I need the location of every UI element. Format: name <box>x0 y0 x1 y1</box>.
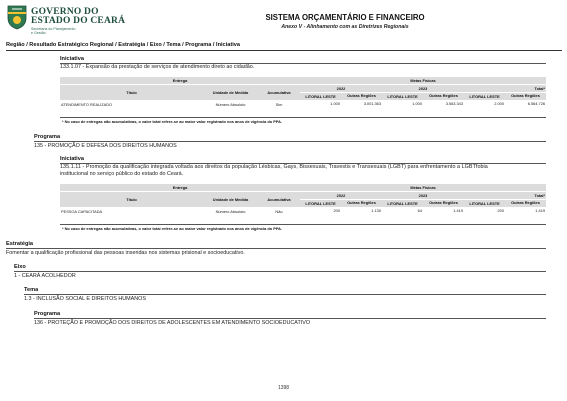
titulo-header: Título <box>60 85 203 101</box>
table1-bottom-rule <box>60 117 546 118</box>
entrega-header: Entrega <box>60 77 300 85</box>
programa-divider-3 <box>34 318 546 319</box>
metas-fisicas-header: Metas Físicas <box>300 77 546 85</box>
or-total-header: Outras Regiões <box>505 200 546 208</box>
or-total-header: Outras Regiões <box>505 93 546 101</box>
table-row <box>60 207 546 215</box>
year-2022-header: 2022 <box>300 192 382 200</box>
or-2022-header: Outras Regiões <box>341 93 382 101</box>
acumulativa-header: Acumulativa <box>258 85 300 101</box>
ll-2022-header: LITORAL LESTE <box>300 93 341 101</box>
estrategia-text: Fomentar a qualificação profissional das pessoas inseridas nos sistemas prisional e socioeducativo. <box>6 250 245 256</box>
unidade-header: Unidade de Medida <box>203 192 258 208</box>
page-header <box>0 0 567 40</box>
government-logo <box>6 4 126 38</box>
year-2022-header: 2022 <box>300 85 382 93</box>
ll-2022-header: LITORAL LESTE <box>300 200 341 208</box>
row-acumulativa: Sim <box>275 101 283 107</box>
state-emblem-icon <box>6 4 28 30</box>
row-ll-2022: 1.000 <box>330 101 340 107</box>
row-or-2023: 3.563.343 <box>445 101 463 107</box>
row-ll-2023: 64 <box>417 208 422 214</box>
iniciativa-label-2: Iniciativa <box>60 156 84 162</box>
logo-line2: ESTADO DO CEARÁ <box>31 16 126 26</box>
ll-total-header: LITORAL LESTE <box>464 93 505 101</box>
programa-text-3: 136 - PROTEÇÃO E PROMOÇÃO DOS DIREITOS DE ADOLESCENTES EM ATENDIMENTO SOCIOEDUCATIVO <box>34 320 311 326</box>
row-unidade: Número Absoluto <box>215 208 246 214</box>
metas-table-2 <box>60 184 546 215</box>
titulo-header: Título <box>60 192 203 208</box>
hierarchy-breadcrumb: Região / Resultado Estratégico Regional / Estratégia / Eixo / Tema / Programa / Iniciativa <box>6 42 240 48</box>
or-2023-header: Outras Regiões <box>423 200 464 208</box>
row-or-2023: 1.419 <box>453 208 463 214</box>
row-unidade: Número Absoluto <box>215 101 246 107</box>
estrategia-divider <box>6 248 546 249</box>
programa-label-3: Programa <box>34 311 61 317</box>
iniciativa-text-2b: institucional no serviço público do estado do Ceará. <box>60 171 184 177</box>
row-acumulativa: Não <box>275 208 283 214</box>
logo-line1: GOVERNO DO <box>31 7 99 17</box>
programa-divider <box>34 141 546 142</box>
table2-footnote: * No caso de entregas não acumulativas, o valor total refere-se ao maior valor registrado nos anos de vigência do PPA. <box>62 226 283 231</box>
row-or-2022: 1.130 <box>371 208 381 214</box>
iniciativa-label: Iniciativa <box>60 56 84 62</box>
row-ll-2023: 1.000 <box>412 101 422 107</box>
row-or-total: 6.564.726 <box>527 101 546 107</box>
or-2022-header: Outras Regiões <box>341 200 382 208</box>
row-ll-total: 2.000 <box>494 101 504 107</box>
table2-bottom-rule <box>60 224 546 225</box>
entrega-header: Entrega <box>60 184 300 192</box>
tema-label: Tema <box>24 287 39 293</box>
document-subtitle: Anexo V - Alinhamento com as Diretrizes Regionais <box>281 24 409 30</box>
breadcrumb-divider <box>6 50 562 51</box>
eixo-divider <box>14 271 546 272</box>
iniciativa-text: 133.1.07 - Expansão da prestação de serviços de atendimento direto ao cidadão. <box>60 64 255 70</box>
row-ll-total: 200 <box>497 208 504 214</box>
row-titulo: ATENDIMENTO REALIZADO <box>61 101 113 107</box>
tema-text: 1.3 - INCLUSÃO SOCIAL E DIREITOS HUMANOS <box>24 296 146 302</box>
or-2023-header: Outras Regiões <box>423 93 464 101</box>
row-or-total: 1.419 <box>535 208 546 214</box>
table-row <box>60 100 546 108</box>
eixo-text: 1 - CEARÁ ACOLHEDOR <box>14 273 76 279</box>
total-header: Total* <box>464 192 546 200</box>
table1-footnote: * No caso de entregas não acumulativas, o valor total refere-se ao maior valor registrado nos anos de vigência do PPA. <box>62 119 283 124</box>
row-ll-2022: 200 <box>333 208 340 214</box>
programa-text: 135 - PROMOÇÃO E DEFESA DOS DIREITOS HUMANOS <box>34 143 177 149</box>
tema-divider <box>24 294 546 295</box>
ll-total-header: LITORAL LESTE <box>464 200 505 208</box>
eixo-label: Eixo <box>14 264 26 270</box>
logo-subtitle: Secretaria do Planejamento e Gestão <box>31 27 76 35</box>
acumulativa-header: Acumulativa <box>258 192 300 208</box>
ll-2023-header: LITORAL LESTE <box>382 200 423 208</box>
page-number: 1398 <box>277 385 290 391</box>
document-title: SISTEMA ORÇAMENTÁRIO E FINANCEIRO <box>265 13 425 22</box>
iniciativa-text-2a: 135.1.11 - Promoção da qualificação integrada voltada aos direitos da população Lésbicas, Gays, Bissexuais, Travestis e Transexuais (LGBT) para enfrentamento a LGBTfobia <box>60 164 488 170</box>
metas-table-1 <box>60 77 546 108</box>
metas-fisicas-header: Metas Físicas <box>300 184 546 192</box>
total-header: Total* <box>464 85 546 93</box>
row-or-2022: 3.001.363 <box>363 101 381 107</box>
year-2023-header: 2023 <box>382 85 464 93</box>
programa-label: Programa <box>34 134 61 140</box>
year-2023-header: 2023 <box>382 192 464 200</box>
ll-2023-header: LITORAL LESTE <box>382 93 423 101</box>
estrategia-label: Estratégia <box>6 241 34 247</box>
row-titulo: PESSOA CAPACITADA <box>61 208 103 214</box>
unidade-header: Unidade de Medida <box>203 85 258 101</box>
